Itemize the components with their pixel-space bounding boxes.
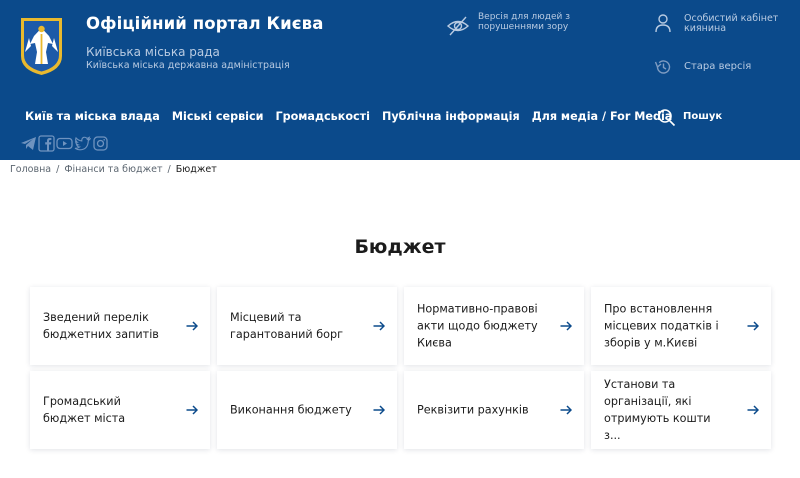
arrow-right-icon bbox=[560, 405, 572, 415]
arrow-right-icon bbox=[186, 321, 198, 331]
nav-item-kyiv-authority[interactable]: Київ та міська влада bbox=[25, 110, 160, 123]
kyiv-coat-of-arms-logo[interactable] bbox=[19, 16, 64, 77]
instagram-icon[interactable] bbox=[92, 135, 109, 152]
card-budget-execution[interactable] bbox=[217, 371, 397, 449]
portal-title[interactable]: Офіційний портал Києва bbox=[86, 14, 324, 33]
arrow-right-icon bbox=[747, 405, 759, 415]
card-public-budget[interactable] bbox=[30, 371, 210, 449]
low-vision-version-link[interactable] bbox=[446, 12, 576, 44]
arrow-right-icon bbox=[373, 321, 385, 331]
breadcrumb-separator: / bbox=[167, 164, 171, 175]
card-local-debt[interactable] bbox=[217, 287, 397, 365]
personal-cabinet-link[interactable] bbox=[654, 12, 794, 38]
budget-cards-grid bbox=[30, 287, 771, 449]
arrow-right-icon bbox=[373, 405, 385, 415]
card-label: Зведений перелік бюджетних запитів bbox=[43, 311, 159, 341]
telegram-icon[interactable] bbox=[20, 135, 37, 152]
arrow-right-icon bbox=[560, 321, 572, 331]
card-label: Реквізити рахунків bbox=[417, 403, 529, 417]
card-label: Про встановлення місцевих податків і зборів у м.Києві bbox=[604, 302, 719, 350]
card-label: Виконання бюджету bbox=[230, 403, 352, 417]
breadcrumb-current: Бюджет bbox=[175, 164, 217, 175]
card-account-details[interactable] bbox=[404, 371, 584, 449]
card-label: Місцевий та гарантований борг bbox=[230, 311, 343, 341]
search-button[interactable] bbox=[657, 107, 727, 127]
site-header bbox=[0, 0, 800, 160]
breadcrumb-home[interactable]: Головна bbox=[10, 164, 52, 175]
page-title: Бюджет bbox=[354, 236, 446, 258]
card-legal-acts[interactable] bbox=[404, 287, 584, 365]
breadcrumb-finance[interactable]: Фінанси та бюджет bbox=[64, 164, 163, 175]
nav-item-city-services[interactable]: Міські сервіси bbox=[171, 110, 264, 123]
youtube-icon[interactable] bbox=[56, 135, 73, 152]
breadcrumb bbox=[10, 164, 217, 175]
arrow-right-icon bbox=[747, 321, 759, 331]
facebook-icon[interactable] bbox=[38, 135, 55, 152]
card-label: Установи та організації, які отримують кошти з... bbox=[604, 378, 711, 442]
low-vision-label: Версія для людей з порушеннями зору bbox=[478, 12, 570, 32]
personal-cabinet-label: Особистий кабінет киянина bbox=[684, 13, 779, 34]
main-nav bbox=[25, 110, 672, 126]
arrow-right-icon bbox=[186, 405, 198, 415]
card-label: Громадський бюджет міста bbox=[43, 395, 126, 425]
user-icon bbox=[654, 13, 672, 33]
search-icon bbox=[657, 108, 676, 127]
old-version-link[interactable] bbox=[654, 58, 794, 76]
city-council-label: Київська міська рада bbox=[86, 45, 220, 59]
breadcrumb-separator: / bbox=[56, 164, 60, 175]
eye-crossed-icon bbox=[446, 14, 470, 38]
search-label: Пошук bbox=[683, 111, 723, 122]
social-links bbox=[20, 134, 109, 152]
card-institutions[interactable] bbox=[591, 371, 771, 449]
card-label: Нормативно-правові акти щодо бюджету Києва bbox=[417, 302, 538, 350]
twitter-icon[interactable] bbox=[74, 135, 91, 152]
card-local-taxes[interactable] bbox=[591, 287, 771, 365]
city-administration-label: Київська міська державна адміністрація bbox=[86, 60, 290, 71]
history-icon bbox=[654, 58, 672, 76]
nav-item-media[interactable]: Для медіа / For Media bbox=[531, 110, 673, 123]
card-budget-requests[interactable] bbox=[30, 287, 210, 365]
nav-item-public-info[interactable]: Публічна інформація bbox=[381, 110, 520, 123]
old-version-label: Стара версія bbox=[684, 61, 752, 72]
nav-item-public[interactable]: Громадськості bbox=[275, 110, 370, 123]
